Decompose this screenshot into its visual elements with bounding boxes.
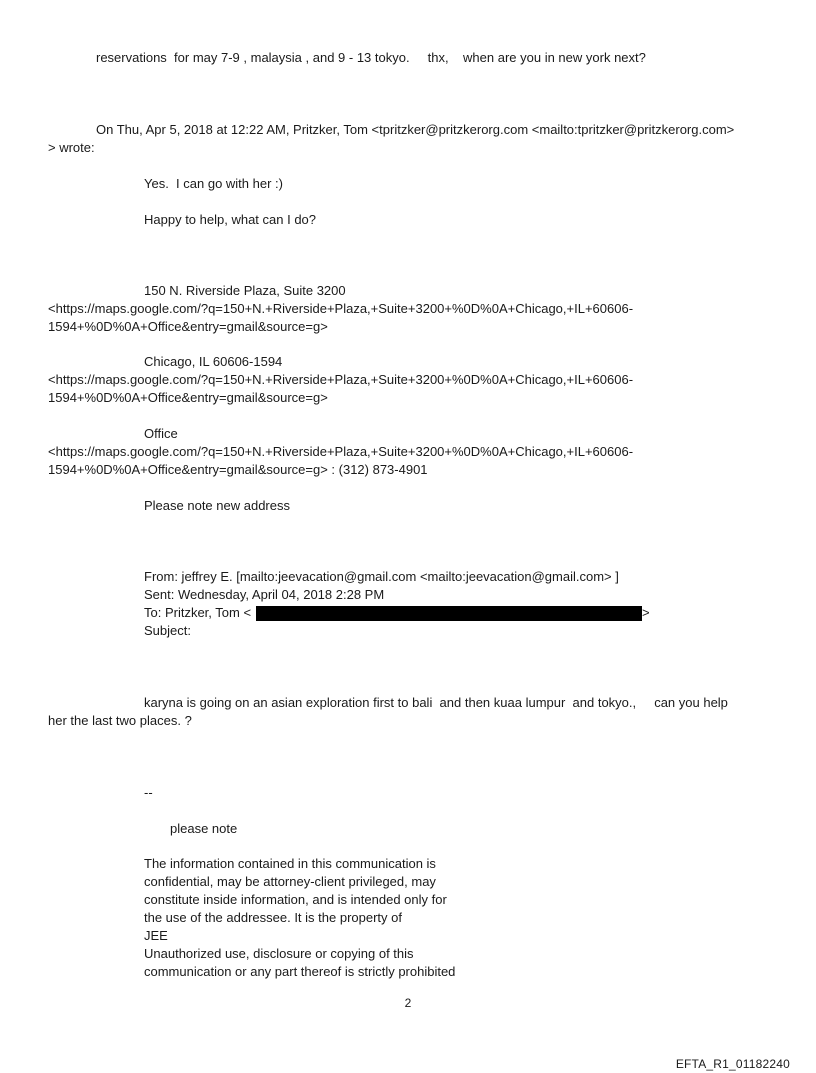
disclaimer-line: constitute inside information, and is intended only for <box>144 892 447 907</box>
from-line: From: jeffrey E. [mailto:jeevacation@gmail.com <mailto:jeevacation@gmail.com> ] <box>144 569 619 584</box>
disclaimer-line: the use of the addressee. It is the property of <box>144 910 402 925</box>
quoted-text: Happy to help, what can I do? <box>144 212 317 227</box>
office-phone: : (312) 873-4901 <box>327 462 428 477</box>
body-text: karyna is going on an asian exploration first to bali and then kuaa lumpur and tokyo., can you help <box>144 695 728 710</box>
address-link-with-phone <box>48 461 428 479</box>
to-line <box>144 604 650 622</box>
quoted-text: Yes. I can go with her :) <box>144 176 283 191</box>
address-office: Office <box>144 426 178 441</box>
new-address-note: Please note new address <box>144 498 290 513</box>
disclaimer-line: confidential, may be attorney-client privileged, may <box>144 874 436 889</box>
to-suffix: > <box>642 605 650 620</box>
disclaimer-line: communication or any part thereof is strictly prohibited <box>144 964 456 979</box>
redaction-bar <box>256 606 642 621</box>
address-link[interactable]: <https://maps.google.com/?q=150+N.+Riverside+Plaza,+Suite+3200+%0D%0A+Chicago,+IL+60606- <box>48 444 634 459</box>
address-link-continuation[interactable]: 1594+%0D%0A+Office&entry=gmail&source=g> <box>48 319 328 334</box>
signature-separator: -- <box>144 785 153 800</box>
reply-line: reservations for may 7-9 , malaysia , and 9 - 13 tokyo. thx, when are you in new york next? <box>96 50 646 65</box>
bates-number: EFTA_R1_01182240 <box>675 1057 790 1071</box>
please-note: please note <box>170 821 238 836</box>
quote-header-continuation: > wrote: <box>48 140 95 155</box>
disclaimer-line: The information contained in this communication is <box>144 856 436 871</box>
address-link-continuation[interactable]: 1594+%0D%0A+Office&entry=gmail&source=g> <box>48 462 328 477</box>
address-link[interactable]: <https://maps.google.com/?q=150+N.+Riverside+Plaza,+Suite+3200+%0D%0A+Chicago,+IL+60606- <box>48 301 634 316</box>
address-street: 150 N. Riverside Plaza, Suite 3200 <box>144 283 346 298</box>
disclaimer-line: JEE <box>144 928 168 943</box>
disclaimer-line: Unauthorized use, disclosure or copying of this <box>144 946 414 961</box>
to-prefix: To: Pritzker, Tom < <box>144 605 252 620</box>
sent-line: Sent: Wednesday, April 04, 2018 2:28 PM <box>144 587 385 602</box>
address-link[interactable]: <https://maps.google.com/?q=150+N.+Riverside+Plaza,+Suite+3200+%0D%0A+Chicago,+IL+60606- <box>48 372 634 387</box>
address-city: Chicago, IL 60606-1594 <box>144 354 283 369</box>
page-number: 2 <box>404 996 412 1010</box>
body-text-continuation: her the last two places. ? <box>48 713 192 728</box>
quote-header: On Thu, Apr 5, 2018 at 12:22 AM, Pritzker, Tom <tpritzker@pritzkerorg.com <mailto:tpritzker@pritzkerorg.com> <box>96 122 735 137</box>
address-link-continuation[interactable]: 1594+%0D%0A+Office&entry=gmail&source=g> <box>48 390 328 405</box>
subject-line: Subject: <box>144 623 191 638</box>
